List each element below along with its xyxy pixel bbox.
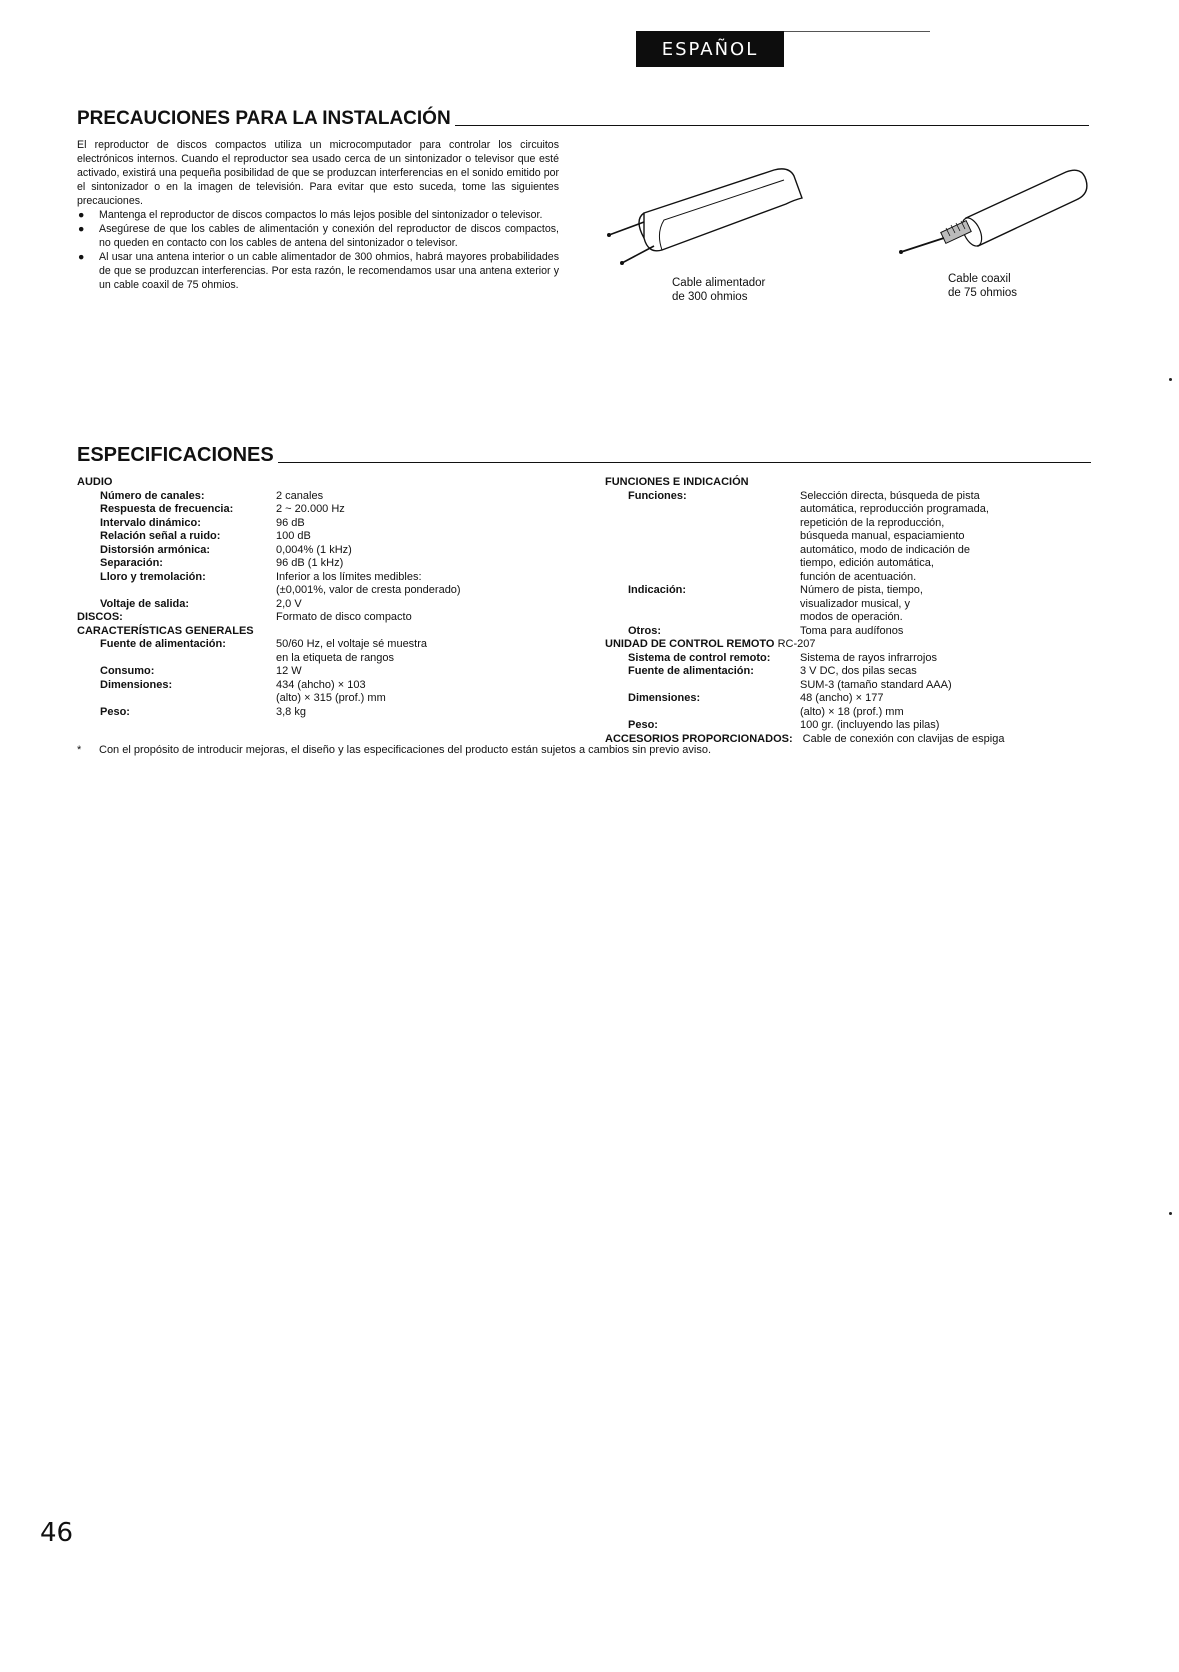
spec-row: Consumo: 12 W xyxy=(100,665,302,677)
precauciones-title: PRECAUCIONES PARA LA INSTALACIÓN xyxy=(77,108,451,129)
spec-row: Dimensiones: 48 (ancho) × 177 (alto) × 18 (prof.) mm xyxy=(628,692,904,718)
spec-row: Distorsión armónica: 0,004% (1 kHz) xyxy=(100,543,352,556)
cable-300-caption: Cable alimentador de 300 ohmios xyxy=(672,277,766,303)
precauciones-intro: El reproductor de discos compactos utiliza un microcomputador para controlar los circuitos electrónicos internos. Cuando el reproductor sea usado cerca de un sintonizador o televisor que esté activado, existirá una pequeña posibilidad de que se produzcan interferencias en el sonido emitido por el sintonizador o en la imagen de televisión. Para evitar que esto suceda, tome las siguientes precauciones. xyxy=(77,139,559,207)
scan-dot xyxy=(1169,378,1172,381)
spec-category-generales: CARACTERÍSTICAS GENERALES xyxy=(77,624,254,637)
bullet-icon: ● xyxy=(78,223,85,235)
disclaimer-note: * Con el propósito de introducir mejoras, el diseño y las especificaciones del producto están sujetos a cambios sin previo aviso. xyxy=(77,744,712,756)
spec-row: Otros: Toma para audífonos xyxy=(628,624,904,637)
spec-row: Peso: 100 gr. (incluyendo las pilas) xyxy=(628,719,940,731)
title-rule xyxy=(278,462,1091,463)
remote-model: RC-207 xyxy=(777,638,816,650)
spec-category-funciones: FUNCIONES E INDICACIÓN xyxy=(605,476,749,488)
list-item: ● Al usar una antena interior o un cable alimentador de 300 ohmios, habrá mayores probabilidades de que se produzcan interferencias. Por esta razón, le recomendamos usar una antena exterior y un cable coaxil de 75 ohmios. xyxy=(78,251,559,291)
spec-row: Sistema de control remoto: Sistema de rayos infrarrojos xyxy=(628,651,937,664)
bullet-icon: ● xyxy=(78,251,85,263)
spec-table-left xyxy=(77,476,597,719)
spec-row: Separación: 96 dB (1 kHz) xyxy=(100,557,344,569)
spec-row: Fuente de alimentación: 50/60 Hz, el voltaje sé muestra en la etiqueta de rangos xyxy=(100,638,428,664)
spec-row: Número de canales: 2 canales xyxy=(100,489,324,502)
spec-row: Indicación: Número de pista, tiempo, visualizador musical, y modos de operación. xyxy=(628,584,923,623)
header-rule xyxy=(784,31,930,32)
spec-row: Respuesta de frecuencia: 2 ~ 20.000 Hz xyxy=(100,503,345,515)
coaxial-cable-illustration xyxy=(896,158,1096,258)
spec-row: Voltaje de salida: 2,0 V xyxy=(100,597,302,610)
cable-75-caption: Cable coaxil de 75 ohmios xyxy=(948,273,1018,299)
spec-row: Funciones: Selección directa, búsqueda de pista automática, reproducción programada, repetición de la reproducción, búsqueda manual, espaciamiento automático, modo de indicación de tiempo, edición automática, función de acentuación. xyxy=(628,489,989,583)
page-number: 46 xyxy=(40,1518,74,1548)
scan-dot xyxy=(1169,1212,1172,1215)
language-tab: ESPAÑOL xyxy=(636,31,784,67)
bullet-icon: ● xyxy=(78,209,85,221)
spec-category-control-remoto: UNIDAD DE CONTROL REMOTO RC-207 xyxy=(605,638,816,650)
spec-row: Peso: 3,8 kg xyxy=(100,705,306,718)
spec-row: Dimensiones: 434 (ahcho) × 103 (alto) × 315 (prof.) mm xyxy=(100,678,386,704)
spec-row: Relación señal a ruido: 100 dB xyxy=(100,530,311,542)
precauciones-body xyxy=(77,138,559,292)
list-item: ● Asegúrese de que los cables de alimentación y conexión del reproductor de discos compactos, no queden en contacto con los cables de antena del sintonizador o televisor. xyxy=(78,223,559,249)
especificaciones-title: ESPECIFICACIONES xyxy=(77,444,274,466)
spec-table-right xyxy=(605,476,1105,746)
title-rule xyxy=(455,125,1089,126)
twin-lead-cable-illustration xyxy=(604,158,814,268)
spec-category-accesorios: ACCESORIOS PROPORCIONADOS: Cable de conexión con clavijas de espiga xyxy=(605,732,1005,745)
spec-row: Fuente de alimentación: 3 V DC, dos pilas secas SUM-3 (tamaño standard AAA) xyxy=(628,665,952,691)
list-item: ● Mantenga el reproductor de discos compactos lo más lejos posible del sintonizador o televisor. xyxy=(78,209,543,221)
precauciones-list xyxy=(77,208,559,292)
section-title-especificaciones xyxy=(77,444,1091,467)
spec-row: Lloro y tremolación: Inferior a los límites medibles: (±0,001%, valor de cresta ponderado) xyxy=(100,570,461,596)
asterisk-icon: * xyxy=(77,744,82,756)
spec-category-discos: DISCOS: Formato de disco compacto xyxy=(77,611,412,623)
spec-category-audio: AUDIO xyxy=(77,476,113,488)
section-title-precauciones xyxy=(77,108,1089,130)
spec-row: Intervalo dinámico: 96 dB xyxy=(100,516,305,529)
